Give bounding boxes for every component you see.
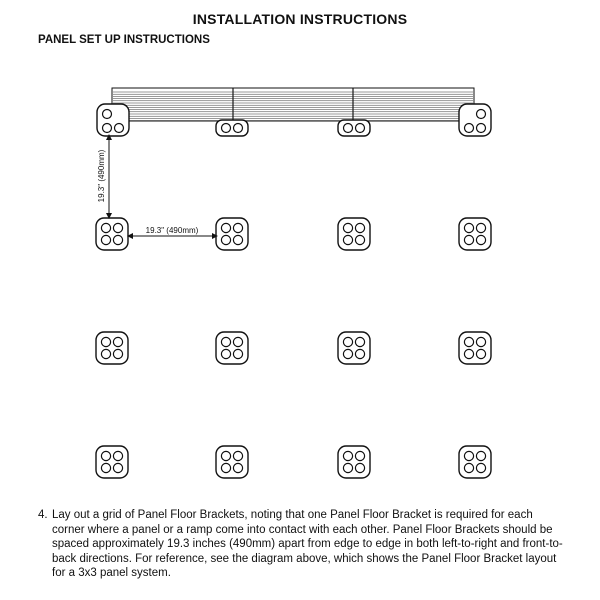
floor-bracket: [338, 332, 370, 364]
top-bracket: [338, 120, 370, 136]
floor-bracket: [216, 332, 248, 364]
panel-row: [112, 88, 474, 121]
floor-bracket: [96, 446, 128, 478]
floor-bracket: [459, 218, 491, 250]
step-number: 4.: [38, 509, 48, 521]
floor-bracket: [338, 218, 370, 250]
horizontal-dimension-label: 19.3" (490mm): [145, 226, 199, 235]
vertical-dimension-label: 19.3" (490mm): [97, 149, 106, 203]
floor-bracket: [459, 446, 491, 478]
vertical-dimension: [97, 137, 109, 216]
floor-bracket: [96, 218, 128, 250]
floor-bracket: [96, 332, 128, 364]
floor-bracket: [216, 446, 248, 478]
step-text: Lay out a grid of Panel Floor Brackets, noting that one Panel Floor Bracket is required for each corner where a panel or a ramp come into contact with each other. Panel Floor Brackets should be spaced approximately 19.3 inches (490mm) apart from edge to edge in both left-to-right and front-to-back directions. For reference, see the diagram above, which shows the Panel Floor Bracket layout for a 3x3 panel system.: [52, 509, 563, 579]
bracket-grid: [96, 218, 491, 478]
top-bracket: [97, 104, 129, 136]
floor-bracket: [338, 446, 370, 478]
top-bracket: [459, 104, 491, 136]
section-subtitle: PANEL SET UP INSTRUCTIONS: [38, 34, 210, 46]
top-bracket: [216, 120, 248, 136]
floor-bracket: [459, 332, 491, 364]
horizontal-dimension: [130, 226, 215, 236]
page-title: INSTALLATION INSTRUCTIONS: [192, 11, 408, 27]
floor-bracket: [216, 218, 248, 250]
instruction-step: [38, 508, 568, 581]
